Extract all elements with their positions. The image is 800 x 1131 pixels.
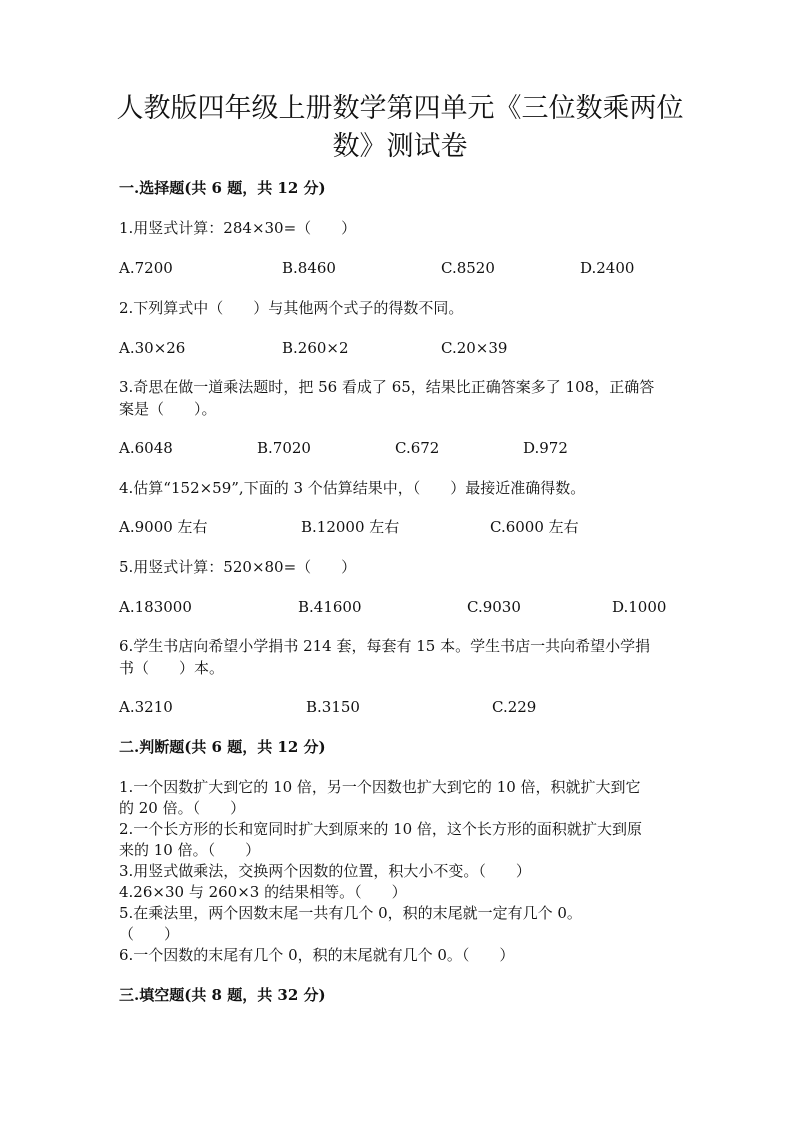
question-2-text: 2.下列算式中（ ）与其他两个式子的得数不同。: [119, 299, 464, 317]
judgement-line-6: 4.26×30 与 260×3 的结果相等。（ ）: [119, 883, 407, 901]
question-5-option-d: D.1000: [612, 598, 667, 616]
judgement-line-8: （ ）: [119, 925, 180, 943]
question-3-text-line-2: 案是（ ）。: [119, 400, 217, 418]
question-6-text-line-1: 6.学生书店向希望小学捐书 214 套，每套有 15 本。学生书店一共向希望小学捐: [119, 637, 651, 655]
question-4-text: 4.估算“152×59”,下面的 3 个估算结果中，（ ）最接近准确得数。: [119, 479, 586, 497]
question-6-option-a: A.3210: [119, 698, 173, 716]
question-3-text-line-1: 3.奇思在做一道乘法题时，把 56 看成了 65，结果比正确答案多了 108，正确答: [119, 378, 655, 396]
question-2-option-a: A.30×26: [119, 339, 186, 357]
question-5-text: 5.用竖式计算：520×80=（ ）: [119, 558, 357, 576]
judgement-line-2: 的 20 倍。（ ）: [119, 799, 246, 817]
section-heading-choice: 一.选择题(共 6 题，共 12 分): [119, 179, 326, 197]
judgement-line-4: 来的 10 倍。（ ）: [119, 841, 261, 859]
judgement-line-5: 3.用竖式做乘法，交换两个因数的位置，积大小不变。（ ）: [119, 862, 531, 880]
question-6-option-c: C.229: [492, 698, 537, 716]
title-line-1: 人教版四年级上册数学第四单元《三位数乘两位: [116, 93, 684, 124]
judgement-line-9: 6.一个因数的末尾有几个 0，积的末尾就有几个 0。（ ）: [119, 946, 515, 964]
judgement-line-7: 5.在乘法里，两个因数末尾一共有几个 0，积的末尾就一定有几个 0。: [119, 904, 582, 922]
title-line-2: 数》测试卷: [332, 131, 468, 162]
question-4-option-b: B.12000 左右: [301, 518, 400, 536]
question-6-text-line-2: 书（ ）本。: [119, 659, 225, 677]
question-1-option-b: B.8460: [282, 259, 336, 277]
page-title: [100, 90, 700, 166]
question-5-option-c: C.9030: [467, 598, 521, 616]
judgement-line-1: 1.一个因数扩大到它的 10 倍，另一个因数也扩大到它的 10 倍，积就扩大到它: [119, 778, 641, 796]
question-1-text: 1.用竖式计算：284×30=（ ）: [119, 219, 357, 237]
question-4-option-c: C.6000 左右: [490, 518, 579, 536]
question-1-option-a: A.7200: [119, 259, 173, 277]
question-1-option-c: C.8520: [441, 259, 495, 277]
section-heading-judgement: 二.判断题(共 6 题，共 12 分): [119, 738, 326, 756]
question-3-option-d: D.972: [523, 439, 568, 457]
question-3-option-b: B.7020: [257, 439, 311, 457]
question-1-option-d: D.2400: [580, 259, 635, 277]
question-4-option-a: A.9000 左右: [119, 518, 208, 536]
question-3-option-a: A.6048: [119, 439, 173, 457]
question-5-option-b: B.41600: [298, 598, 362, 616]
question-5-option-a: A.183000: [119, 598, 192, 616]
section-heading-fill-in: 三.填空题(共 8 题，共 32 分): [119, 986, 326, 1004]
question-3-option-c: C.672: [395, 439, 440, 457]
question-2-option-c: C.20×39: [441, 339, 508, 357]
question-2-option-b: B.260×2: [282, 339, 349, 357]
judgement-line-3: 2.一个长方形的长和宽同时扩大到原来的 10 倍，这个长方形的面积就扩大到原: [119, 820, 642, 838]
question-6-option-b: B.3150: [306, 698, 360, 716]
